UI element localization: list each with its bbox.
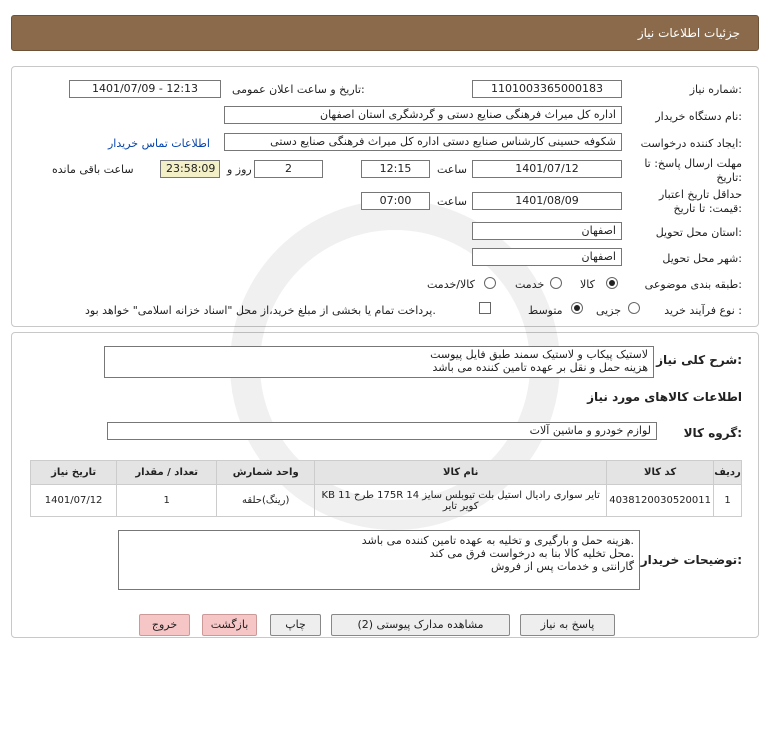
category-goods-label: کالا (580, 278, 595, 291)
creator-field: شکوفه حسینی کارشناس صنایع دستی اداره کل میراث فرهنگی صنایع دستی (224, 133, 622, 151)
process-radio-medium[interactable] (571, 302, 583, 314)
treasury-note: پرداخت تمام یا بخشی از مبلغ خرید،از محل "اسناد خزانه اسلامی" خواهد بود. (85, 304, 436, 317)
description-line-2: هزینه حمل و نقل بر عهده تامین کننده می باشد (432, 361, 648, 374)
deadline-date-field: 1401/07/12 (472, 160, 622, 178)
description-label: شرح کلی نیاز: (656, 353, 742, 367)
notes-line-2: محل تخلیه کالا بنا به درخواست فرق می کند. (429, 547, 634, 560)
validity-date-field: 1401/08/09 (472, 192, 622, 210)
deadline-time-label: ساعت (437, 163, 467, 176)
city-label: شهر محل تحویل: (662, 252, 742, 265)
city-field: اصفهان (472, 248, 622, 266)
col-unit: واحد شمارش (217, 461, 315, 485)
validity-time-label: ساعت (437, 195, 467, 208)
remaining-label: ساعت باقی مانده (52, 163, 134, 176)
attachments-button[interactable]: مشاهده مدارک پیوستی (2) (331, 614, 510, 636)
validity-time-field: 07:00 (361, 192, 430, 210)
back-button[interactable]: بازگشت (202, 614, 257, 636)
group-label: گروه کالا: (683, 426, 742, 440)
deadline-label: مهلت ارسال پاسخ: تا (644, 157, 742, 170)
notes-line-3: گارانتی و خدمات پس از فروش (491, 560, 634, 573)
treasury-checkbox[interactable] (479, 302, 491, 314)
reply-button[interactable]: پاسخ به نیاز (520, 614, 615, 636)
col-qty: تعداد / مقدار (117, 461, 217, 485)
col-row: ردیف (714, 461, 742, 485)
days-label: روز و (227, 163, 252, 176)
need-no-label: شماره نیاز: (689, 83, 742, 96)
deadline-label-2: تاریخ: (716, 171, 742, 184)
notes-label: توضیحات خریدار: (640, 553, 742, 567)
cell-unit: (رینگ)حلقه (217, 485, 315, 517)
remaining-time-field: 23:58:09 (160, 160, 220, 178)
cell-qty: 1 (117, 485, 217, 517)
category-both-label: کالا/خدمت (427, 278, 475, 291)
days-field: 2 (254, 160, 323, 178)
buyer-field: اداره کل میراث فرهنگی صنایع دستی و گردشگری استان اصفهان (224, 106, 622, 124)
col-date: تاریخ نیاز (31, 461, 117, 485)
page-title: جزئیات اطلاعات نیاز (637, 26, 740, 40)
goods-info-heading: اطلاعات کالاهای مورد نیاز (587, 390, 742, 404)
cell-name: تایر سواری رادیال استیل بلت تیوبلس سایز 14 175R طرح KB 11 کویر تایر (315, 485, 607, 517)
category-label: طبقه بندی موضوعی: (644, 278, 742, 291)
buyer-contact-link[interactable]: اطلاعات تماس خریدار (108, 137, 210, 150)
description-line-1: لاستیک پیکاب و لاستیک سمند طبق فایل پیوست (430, 348, 648, 361)
print-button[interactable]: چاپ (270, 614, 321, 636)
goods-table (30, 460, 742, 517)
table-row (31, 485, 742, 517)
cell-date: 1401/07/12 (31, 485, 117, 517)
category-radio-service[interactable] (550, 277, 562, 289)
group-field: لوازم خودرو و ماشین آلات (107, 422, 657, 440)
process-label: نوع فرآیند خرید : (664, 304, 742, 317)
category-radio-goods[interactable] (606, 277, 618, 289)
cell-code: 4038120030520011 (607, 485, 714, 517)
col-code: کد کالا (607, 461, 714, 485)
process-medium-label: متوسط (528, 304, 563, 317)
announce-field: 1401/07/09 - 12:13 (69, 80, 221, 98)
need-no-field: 1101003365000183 (472, 80, 622, 98)
buyer-label: نام دستگاه خریدار: (655, 110, 742, 123)
page-header (11, 15, 759, 51)
category-radio-both[interactable] (484, 277, 496, 289)
validity-label-2: قیمت: تا تاریخ: (673, 202, 742, 215)
province-label: استان محل تحویل: (655, 226, 742, 239)
exit-button[interactable]: خروج (139, 614, 190, 636)
announce-label: تاریخ و ساعت اعلان عمومی: (232, 83, 365, 96)
col-name: نام کالا (315, 461, 607, 485)
category-service-label: خدمت (515, 278, 545, 291)
process-minor-label: جزیی (596, 304, 622, 317)
deadline-time-field: 12:15 (361, 160, 430, 178)
notes-line-1: هزینه حمل و بارگیری و تخلیه به عهده تامین کننده می باشد. (361, 534, 634, 547)
province-field: اصفهان (472, 222, 622, 240)
description-field (104, 346, 654, 378)
creator-label: ایجاد کننده درخواست: (640, 137, 742, 150)
validity-label: حداقل تاریخ اعتبار (658, 188, 742, 201)
notes-field (118, 530, 640, 590)
process-radio-minor[interactable] (628, 302, 640, 314)
cell-row: 1 (714, 485, 742, 517)
